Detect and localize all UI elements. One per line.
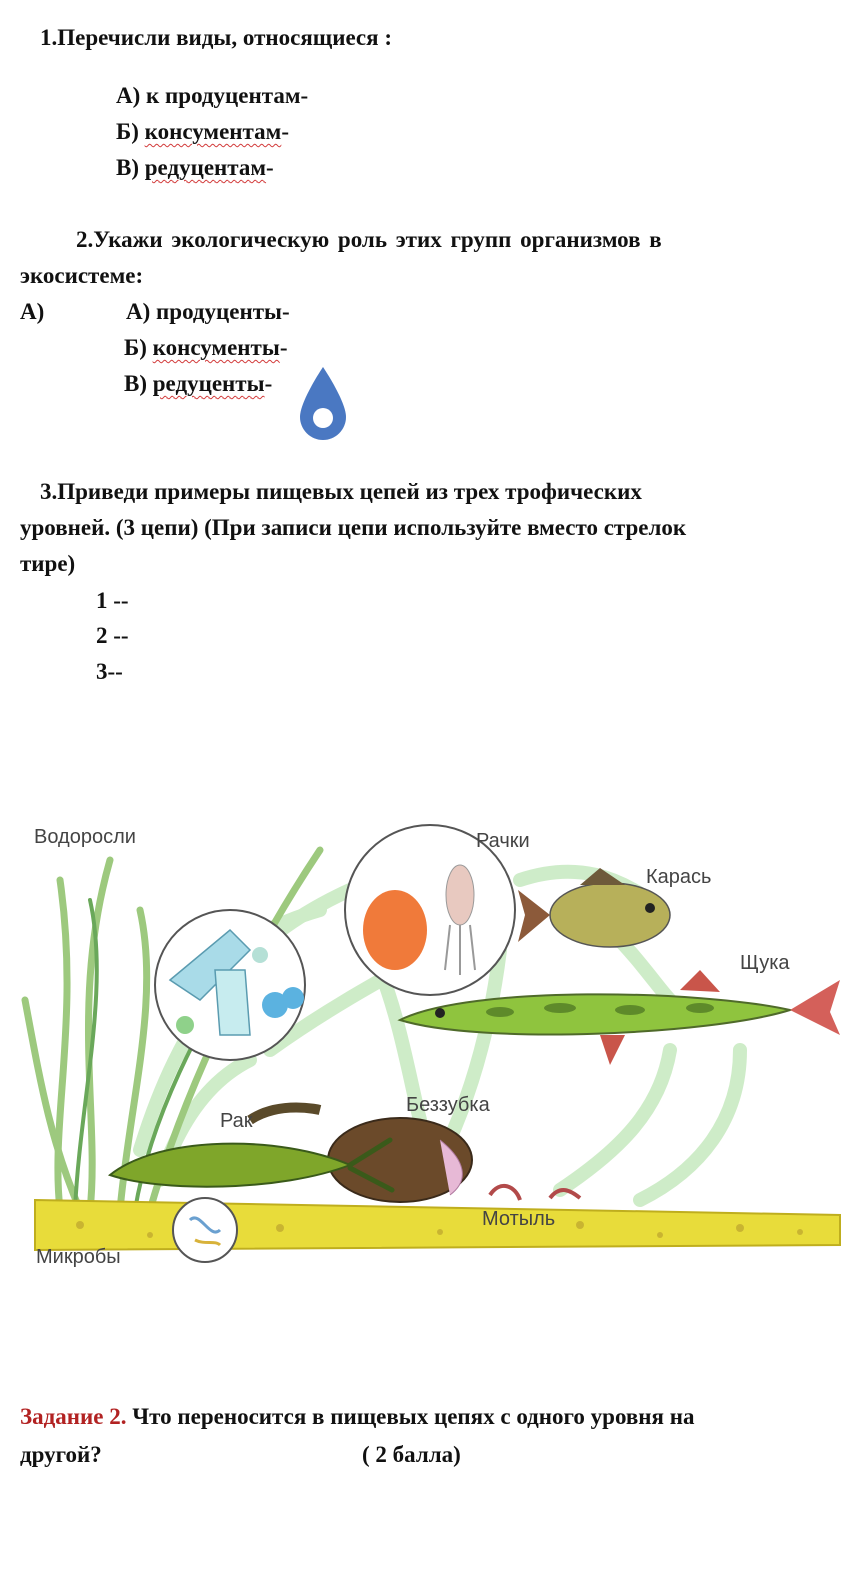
drop-cursor-icon[interactable]: [298, 365, 348, 443]
label-crucian: Карась: [646, 866, 712, 888]
task2-line1: Задание 2. Что переносится в пищевых цепях с одного уровня на: [20, 1404, 695, 1429]
q2-item-b: Б) консументы-: [124, 335, 288, 360]
q3-chain-3: 3--: [96, 659, 123, 684]
q2-line2: экосистеме:: [20, 263, 144, 288]
food-web-figure: [20, 820, 850, 1280]
q3-chain-1: 1 --: [96, 588, 129, 613]
q2-a-marker: А): [20, 299, 45, 324]
label-pike: Щука: [740, 952, 790, 974]
label-bloodworm: Мотыль: [482, 1208, 556, 1230]
label-mussel: Беззубка: [406, 1094, 490, 1116]
q3-line3: тире): [20, 551, 76, 576]
q1-title: 1.Перечисли виды, относящиеся :: [40, 25, 392, 50]
q2-item-a: А) продуценты-: [126, 299, 290, 324]
q3-line2: уровней. (3 цепи) (При записи цепи используйте вместо стрелок: [20, 515, 687, 540]
q3-line1: 3.Приведи примеры пищевых цепей из трех трофических: [40, 479, 642, 504]
algae-microscope-circle: [155, 910, 305, 1060]
q1-item-b: Б) консументам-: [116, 119, 289, 144]
mussel: [328, 1118, 472, 1202]
label-microbes: Микробы: [36, 1246, 121, 1268]
label-crustaceans: Рачки: [476, 830, 530, 852]
q3-chain-2: 2 --: [96, 623, 129, 648]
q1-item-c: В) редуцентам-: [116, 155, 274, 180]
task2-label: Задание 2.: [20, 1404, 127, 1429]
label-algae: Водоросли: [34, 826, 136, 848]
food-web-illustration: [20, 820, 850, 1280]
microbes-circle: [173, 1198, 237, 1262]
task2-points: ( 2 балла): [362, 1442, 461, 1467]
q2-line1: 2.Укажи экологическую роль этих групп организмов в: [76, 227, 662, 252]
sand-bottom: [35, 1200, 840, 1250]
q2-item-c: В) редуценты-: [124, 371, 273, 396]
task2-line2: другой?: [20, 1442, 102, 1467]
label-crayfish: Рак: [220, 1110, 253, 1132]
q1-item-a: А) к продуцентам-: [116, 83, 309, 108]
